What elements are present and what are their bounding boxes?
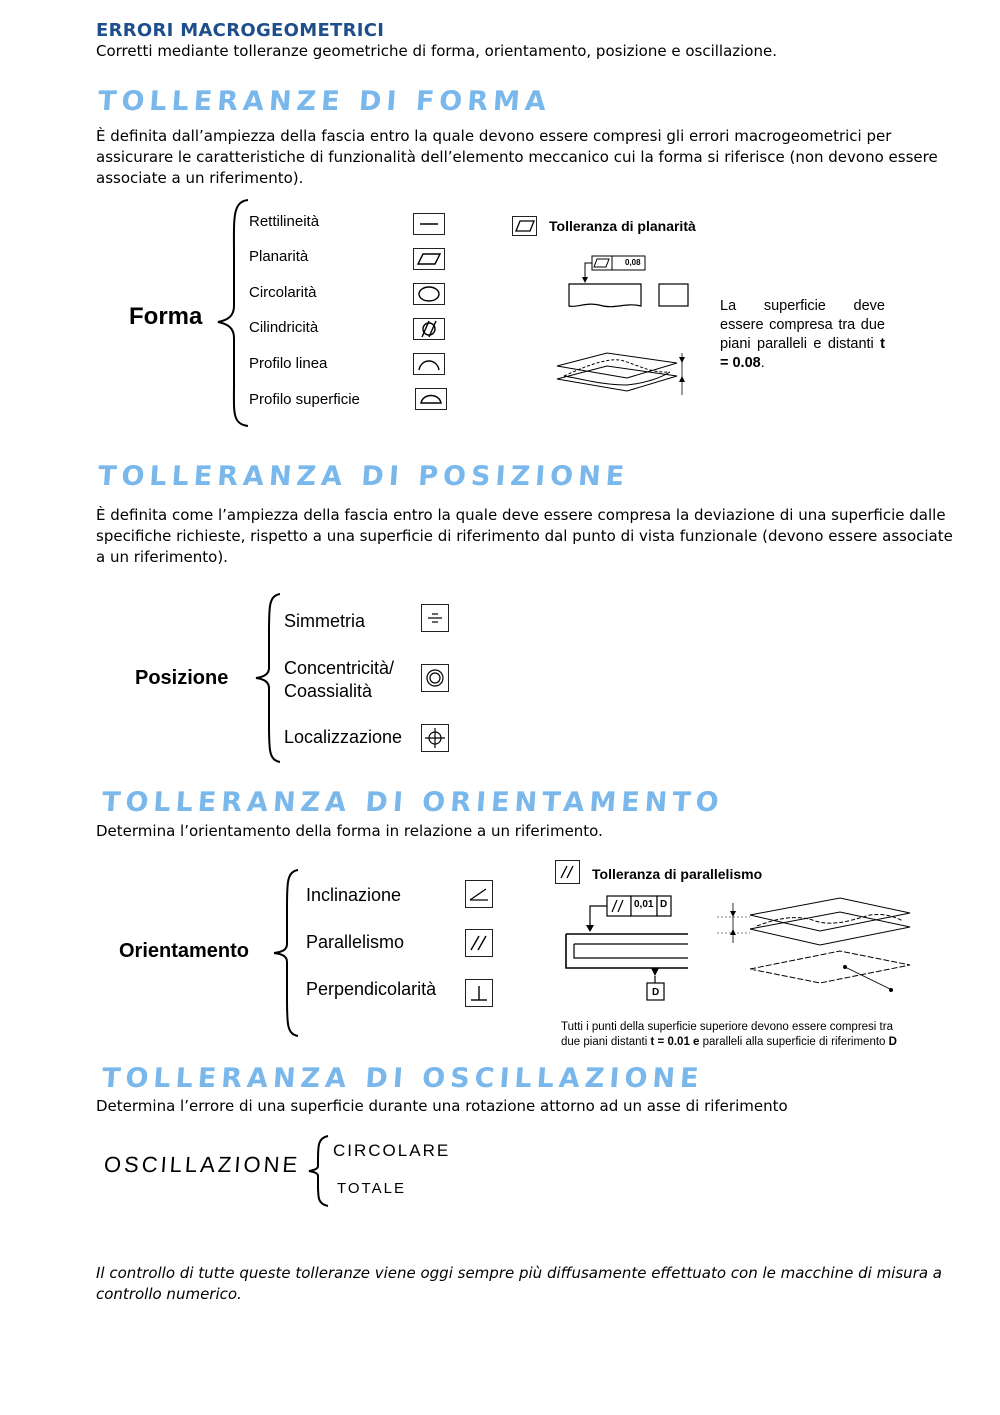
oscillazione-group-label: OSCILLAZIONE xyxy=(103,1152,302,1177)
parallelism-icon xyxy=(465,929,493,957)
forma-item-label: Planarità xyxy=(249,248,309,265)
parallelism-caption-line2 xyxy=(561,1035,941,1050)
flatness-note-end: . xyxy=(760,355,765,371)
line-profile-icon xyxy=(413,353,445,375)
heading-forma: TOLLERANZE DI FORMA xyxy=(96,86,552,117)
forma-item-label: Profilo superficie xyxy=(249,391,360,408)
forma-item-label: Circolarità xyxy=(249,284,317,301)
parallelism-datum-ref: D xyxy=(660,899,668,910)
footer-note: Il controllo di tutte queste tolleranze viene oggi sempre più diffusamente effettuato con le macchine di misura a controllo numerico. xyxy=(96,1264,942,1303)
orientamento-description: Determina l’orientamento della forma in relazione a un riferimento. xyxy=(96,822,603,840)
surface-profile-icon xyxy=(415,388,447,410)
flatness-tolerance-value: 0,08 xyxy=(625,258,641,267)
parallelism-icon xyxy=(555,860,580,884)
flatness-note xyxy=(720,297,885,373)
oscillazione-item-label: CIRCOLARE xyxy=(333,1141,451,1160)
perpendicularity-icon xyxy=(465,979,493,1007)
straightness-icon xyxy=(413,213,445,235)
forma-item-label: Rettilineità xyxy=(249,213,320,230)
page-subtitle: Corretti mediante tolleranze geometriche di forma, orientamento, posizione e oscillazione. xyxy=(96,42,777,60)
forma-item-label: Profilo linea xyxy=(249,355,328,372)
posizione-item-label: Simmetria xyxy=(284,611,366,631)
concentricity-icon xyxy=(421,664,449,692)
flatness-icon xyxy=(512,216,537,236)
orientamento-item-label: Inclinazione xyxy=(306,885,402,905)
heading-oscillazione: TOLLERANZA DI OSCILLAZIONE xyxy=(100,1063,705,1094)
parallelism-figure-title: Tolleranza di parallelismo xyxy=(592,866,763,882)
orientamento-item-label: Parallelismo xyxy=(306,932,405,952)
forma-group-label: Forma xyxy=(129,303,203,330)
caption-value: t = 0.01 e xyxy=(650,1036,700,1048)
posizione-description: È definita come l’ampiezza della fascia entro la quale deve essere compresa la deviazione di una superficie dalle specifiche richieste, rispetto a una superficie di riferimento dal punto di vista funzionale (devono essere associate a un riferimento). xyxy=(96,506,953,566)
flatness-note-text: La superficie deve essere compresa tra due piani paralleli e distanti xyxy=(720,298,885,352)
caption-datum: D xyxy=(888,1036,897,1048)
forma-brace xyxy=(212,198,252,428)
orientamento-brace xyxy=(270,868,302,1038)
parallelism-caption xyxy=(561,1020,941,1050)
oscillazione-brace xyxy=(306,1134,334,1208)
flatness-figure-title: Tolleranza di planarità xyxy=(549,218,696,234)
circularity-icon xyxy=(413,283,445,305)
parallelism-tolerance-value: 0,01 xyxy=(634,899,654,910)
caption-text: due piani distanti xyxy=(561,1036,651,1048)
orientamento-item-label: Perpendicolarità xyxy=(306,979,437,999)
caption-text: paralleli alla superficie di riferimento xyxy=(699,1036,889,1048)
parallelism-datum-label: D xyxy=(652,987,660,998)
angularity-icon xyxy=(465,880,493,908)
cylindricity-icon xyxy=(413,318,445,340)
oscillazione-item-label: TOTALE xyxy=(337,1180,406,1197)
parallelism-part-drawing xyxy=(560,890,695,1002)
posizione-item-label: Coassialità xyxy=(284,681,373,701)
symmetry-icon xyxy=(421,604,449,632)
position-icon xyxy=(421,724,449,752)
parallelism-planes-diagram xyxy=(705,893,915,998)
flatness-icon xyxy=(413,248,445,270)
forma-description: È definita dall’ampiezza della fascia entro la quale devono essere compresi gli errori macrogeometrici per assicurare le caratteristiche di funzionalità dell’elemento meccanico cui la forma si riferisce (non devono essere associate a un riferimento). xyxy=(96,127,938,187)
forma-item-label: Cilindricità xyxy=(249,319,319,336)
posizione-group-label: Posizione xyxy=(135,667,229,689)
posizione-item-label: Localizzazione xyxy=(284,727,403,747)
parallelism-caption-line1: Tutti i punti della superficie superiore devono essere compresi tra xyxy=(561,1021,893,1033)
heading-posizione: TOLLERANZA DI POSIZIONE xyxy=(96,461,631,492)
oscillazione-description: Determina l’errore di una superficie durante una rotazione attorno ad un asse di riferimento xyxy=(96,1097,788,1115)
posizione-brace xyxy=(252,592,284,764)
orientamento-group-label: Orientamento xyxy=(119,940,250,962)
page-title: ERRORI MACROGEOMETRICI xyxy=(96,20,385,41)
posizione-item-label: Concentricità/ xyxy=(284,658,395,678)
heading-orientamento: TOLLERANZA DI ORIENTAMENTO xyxy=(100,787,725,818)
flatness-note-value: t = 0.08 xyxy=(720,336,885,371)
flatness-planes-diagram xyxy=(552,345,692,405)
